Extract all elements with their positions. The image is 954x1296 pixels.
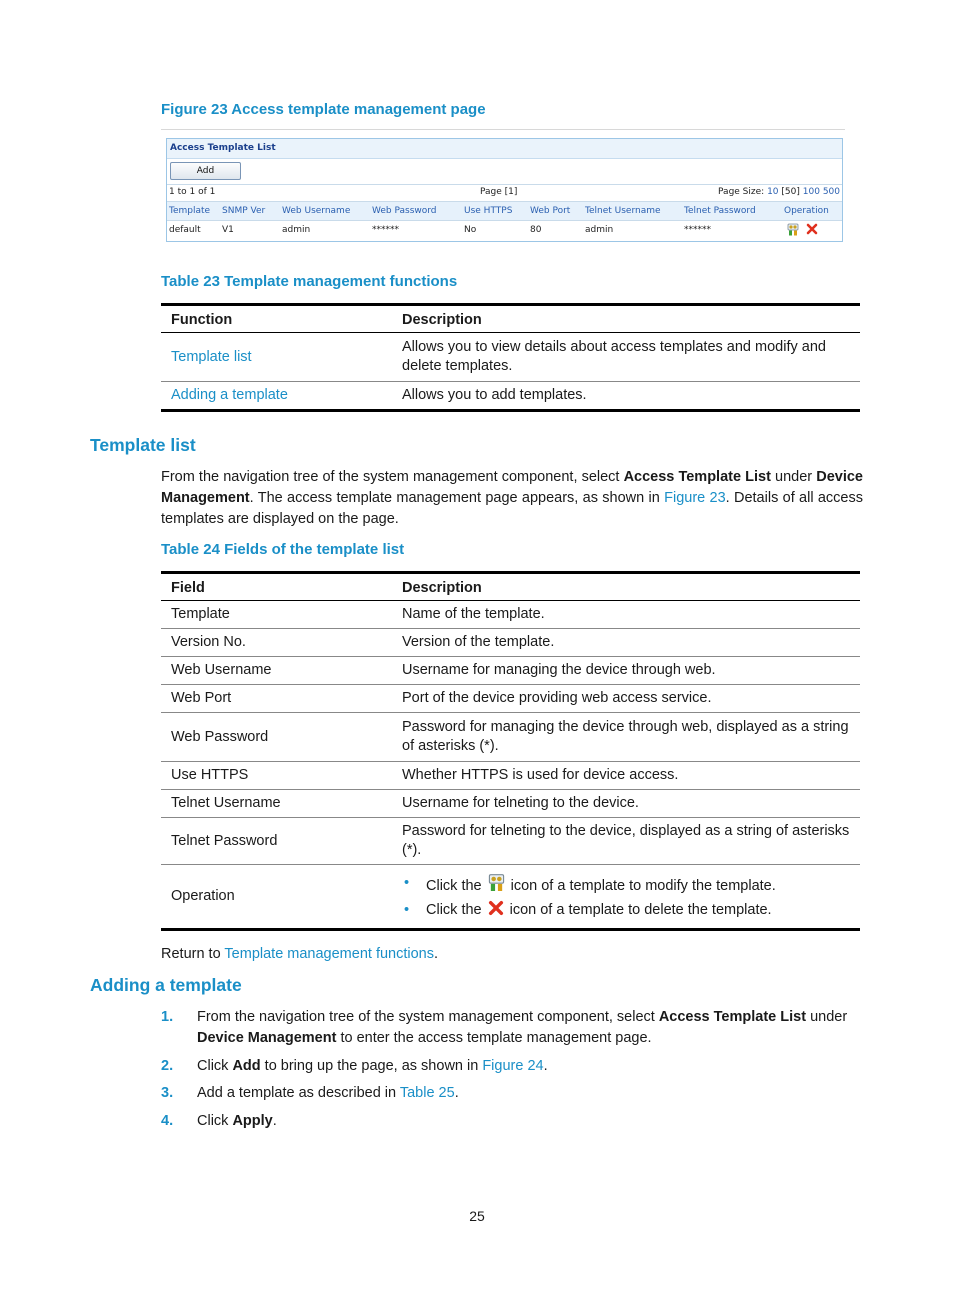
description-cell: Port of the device providing web access service.	[392, 685, 860, 713]
cell-telnet-username: admin	[585, 225, 614, 235]
col-web-password[interactable]: Web Password	[372, 206, 437, 216]
list-item: 3. Add a template as described in Table 25.	[161, 1085, 459, 1101]
field-cell: Operation	[161, 865, 392, 930]
table-row	[167, 221, 842, 239]
field-cell: Web Port	[161, 685, 392, 713]
cell-web-password: ******	[372, 225, 399, 235]
col-telnet-username[interactable]: Telnet Username	[585, 206, 661, 216]
description-cell: Version of the template.	[392, 629, 860, 657]
figure23-link[interactable]: Figure 23	[664, 490, 726, 506]
table-row	[161, 762, 860, 790]
description-cell: Username for managing the device through web.	[392, 657, 860, 685]
col-web-port[interactable]: Web Port	[530, 206, 571, 216]
cell-template: default	[169, 225, 201, 235]
field-cell: Telnet Username	[161, 790, 392, 818]
modify-icon	[488, 873, 505, 892]
delete-icon	[488, 900, 504, 916]
page-size-label: Page Size:	[718, 187, 765, 197]
col-telnet-password[interactable]: Telnet Password	[684, 206, 756, 216]
table23-header-function: Function	[161, 305, 392, 333]
panel-title: Access Template List	[167, 139, 842, 159]
description-cell: Username for telneting to the device.	[392, 790, 860, 818]
pager-count: 1 to 1 of 1	[169, 187, 216, 197]
table23-caption: Table 23 Template management functions	[161, 273, 458, 290]
list-header	[167, 201, 842, 221]
table24-header-field: Field	[161, 573, 392, 601]
access-template-screenshot	[166, 138, 843, 242]
description-cell: Whether HTTPS is used for device access.	[392, 762, 860, 790]
figure24-link[interactable]: Figure 24	[482, 1058, 544, 1074]
page-number: 25	[469, 1208, 485, 1224]
pager-page: Page [1]	[480, 187, 518, 197]
description-cell: Password for telneting to the device, displayed as a string of asterisks (*).	[392, 818, 860, 865]
table24	[161, 571, 860, 931]
page-size-500-link[interactable]: 500	[822, 187, 840, 197]
table-row	[161, 629, 860, 657]
cell-web-username: admin	[282, 225, 311, 235]
col-operation: Operation	[784, 206, 829, 216]
steps-list	[161, 1007, 863, 1132]
bullet-item: • Click the icon of a template to modify the template.	[402, 873, 850, 896]
table23-header-description: Description	[392, 305, 860, 333]
table-row	[161, 865, 860, 930]
page-size-50-current: [50]	[781, 187, 800, 197]
adding-template-link[interactable]: Adding a template	[171, 387, 288, 403]
description-cell	[392, 865, 860, 930]
cell-snmp-ver: V1	[222, 225, 234, 235]
col-use-https[interactable]: Use HTTPS	[464, 206, 513, 216]
section1-paragraph: From the navigation tree of the system management component, select Access Template List under Device Management. The access template management page appears, as shown in Figure 23. Details of all access templates are displayed on the page.	[161, 469, 863, 527]
list-item: 4. Click Apply.	[161, 1113, 277, 1129]
figure-divider	[161, 129, 845, 130]
table-row	[161, 818, 860, 865]
description-cell: Name of the template.	[402, 606, 545, 622]
table24-caption: Table 24 Fields of the template list	[161, 541, 405, 558]
table-row	[161, 685, 860, 713]
list-item: 2. Click Add to bring up the page, as shown in Figure 24.	[161, 1058, 548, 1074]
field-cell: Use HTTPS	[161, 762, 392, 790]
return-line: Return to Template management functions.	[161, 946, 439, 962]
field-cell: Telnet Password	[161, 818, 392, 865]
bullet-item: • Click the icon of a template to delete the template.	[402, 900, 850, 920]
template-management-functions-link[interactable]: Template management functions	[224, 946, 434, 962]
delete-icon[interactable]	[806, 223, 818, 235]
table23-desc: Allows you to add templates.	[392, 382, 860, 411]
table-row	[161, 713, 860, 762]
col-snmp-ver[interactable]: SNMP Ver	[222, 206, 266, 216]
table23-desc: Allows you to view details about access templates and modify and delete templates.	[402, 339, 826, 374]
list-item: 1. From the navigation tree of the system management component, select Access Template List under Device Management to enter the access template management page.	[161, 1009, 848, 1046]
add-button[interactable]: Add	[170, 162, 241, 180]
description-cell: Password for managing the device through web, displayed as a string of asterisks (*).	[392, 713, 860, 762]
cell-use-https: No	[464, 225, 477, 235]
cell-web-port: 80	[530, 225, 542, 235]
section-heading-adding-template: Adding a template	[90, 975, 242, 995]
page-size-10-link[interactable]: 10	[767, 187, 779, 197]
section-heading-template-list: Template list	[90, 435, 196, 455]
field-cell: Version No.	[161, 629, 392, 657]
field-cell: Web Password	[161, 713, 392, 762]
col-template[interactable]: Template	[169, 206, 211, 216]
cell-telnet-password: ******	[684, 225, 711, 235]
modify-icon[interactable]	[787, 223, 799, 236]
table-row	[161, 657, 860, 685]
table-row	[161, 382, 860, 411]
table-row	[161, 601, 860, 629]
template-list-link[interactable]: Template list	[171, 348, 252, 365]
page-size	[718, 185, 840, 200]
table-row	[161, 790, 860, 818]
table23	[161, 303, 860, 412]
pager-bar	[167, 184, 842, 200]
table25-link[interactable]: Table 25	[399, 1085, 455, 1101]
field-cell: Template	[171, 606, 230, 622]
table-row	[161, 333, 860, 382]
figure-caption: Figure 23 Access template management page	[161, 101, 486, 118]
field-cell: Web Username	[161, 657, 392, 685]
page-size-100-link[interactable]: 100	[802, 187, 820, 197]
col-web-username[interactable]: Web Username	[282, 206, 351, 216]
table24-header-description: Description	[392, 573, 860, 601]
